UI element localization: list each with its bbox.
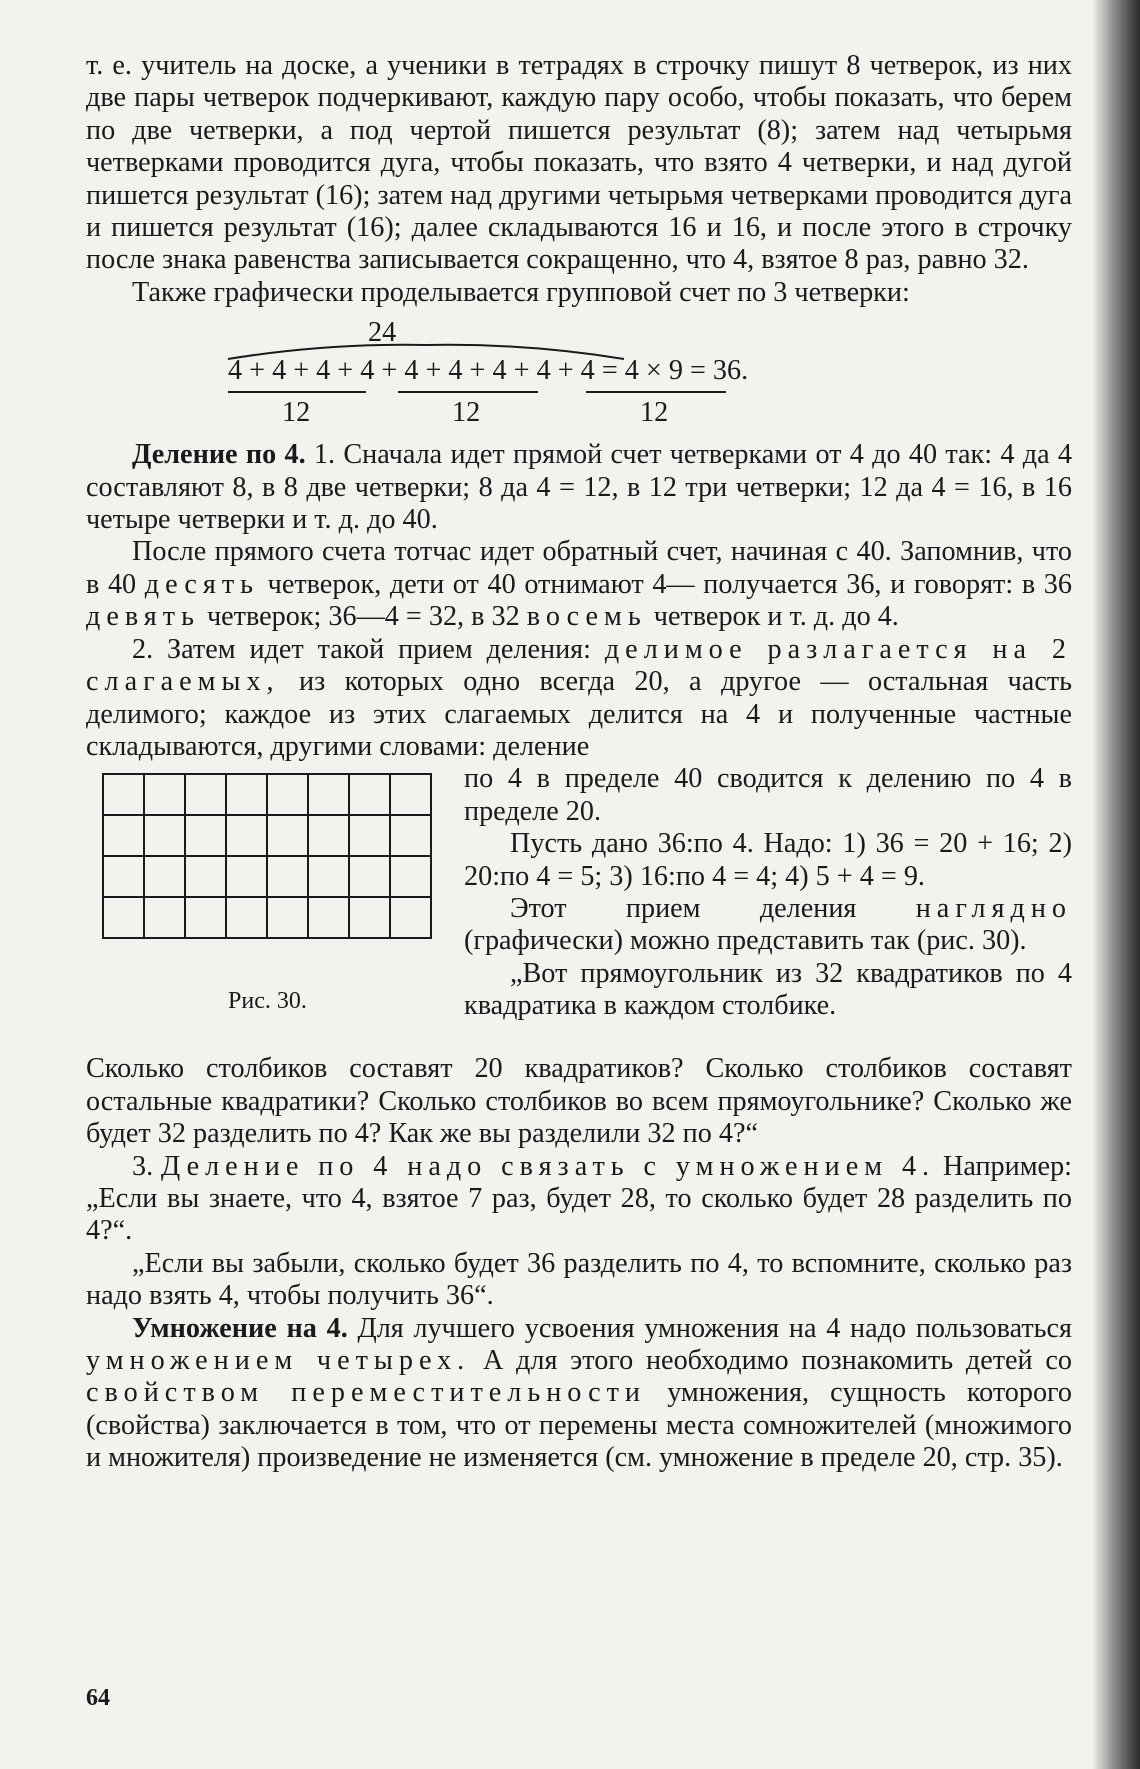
grid-square [144, 815, 185, 856]
formula-sub-1: 12 [282, 397, 311, 429]
figure-side-text [464, 763, 1072, 1022]
figure-grid [102, 773, 432, 939]
grid-square [267, 897, 308, 938]
page-number: 64 [86, 1685, 110, 1711]
side-paragraph-4: „Вот прямоугольник из 32 квадратиков по 4 квадратика в каждом столбике. [464, 957, 1072, 1022]
grid-square [226, 815, 267, 856]
paragraph-division-reverse: После прямого счета тотчас идет обратный счет, начиная с 40. Запомнив, что в 40 десять четверок, дети от 40 отнимают 4— получается 36, и говорят: в 36 девять четверок; 36—4 = 32, в 32 восемь четверок и т. д. до 4. [86, 536, 1072, 633]
grid-square [390, 774, 431, 815]
paragraph-division-2: 2. Затем идет такой прием деления: делимое разлагается на 2 слагаемых, из которых одно всегда 20, а другое — остальная часть делимого; каждое из этих слагаемых делится на 4 и полученные частные складываются, другими словами: деление [86, 633, 1072, 762]
grid-square [267, 815, 308, 856]
paragraph-division-3: 3. Деление по 4 надо связать с умножением 4. Например: „Если вы знаете, что 4, взятое 7 раз, будет 28, то сколько будет 28 разделить по 4?“. [86, 1150, 1072, 1247]
page-edge-shadow [1092, 0, 1140, 1769]
formula-main: 4 + 4 + 4 + 4 + 4 + 4 + 4 + 4 + 4 = 4 × 9 = 36. [228, 355, 749, 387]
grid-square [267, 774, 308, 815]
grid-square [390, 856, 431, 897]
formula-underline-2 [398, 391, 538, 393]
grid-square [185, 897, 226, 938]
side-paragraph-2: Пусть дано 36:по 4. Надо: 1) 36 = 20 + 16; 2) 20:по 4 = 5; 3) 16:по 4 = 4; 4) 5 + 4 = 9. [464, 828, 1072, 892]
paragraph-multiplication: Умножение на 4. Для лучшего усвоения умножения на 4 надо пользоваться умножением четырех. А для этого необходимо познакомить детей со свойством переместительности умножения, сущность которого (свойства) заключается в том, что от перемены места сомножителей (множимого и множителя) произведение не изменяется (см. умножение в пределе 20, стр. 35). [86, 1312, 1073, 1474]
grid-square [308, 815, 349, 856]
side-paragraph-3: Этот прием деления наглядно (графически) можно представить так (рис. 30). [464, 892, 1072, 957]
heading-division: Деление по 4. [132, 439, 306, 471]
grid-square [226, 774, 267, 815]
formula-sub-2: 12 [452, 397, 481, 429]
grid-square [308, 774, 349, 815]
side-paragraph-1: по 4 в пределе 40 сводится к делению по 4 в пределе 20. [464, 763, 1072, 827]
paragraph-forgot: „Если вы забыли, сколько будет 36 разделить по 4, то вспомните, сколько раз надо взять 4, чтобы получить 36“. [86, 1247, 1072, 1312]
grouping-formula [86, 313, 1072, 433]
paragraph-1: т. е. учитель на доске, а ученики в тетрадях в строчку пишут 8 четверок, из них две пары четверок подчеркивают, каждую пару особо, чтобы показать, что берем по две четверки, а под чертой пишется результат (8); затем над четырьмя четверками проводится дуга, чтобы показать, что взято 4 четверки, и над дугой пишется результат (16); затем над другими четырьмя четверками проводится дуга и пишется результат (16); далее складываются 16 и 16, и после этого в строчку после знака равенства записывается сокращенно, что 4, взятое 8 раз, равно 32. [86, 50, 1072, 276]
grid-square [103, 815, 144, 856]
grid-square [308, 856, 349, 897]
paragraph-questions: Сколько столбиков составят 20 квадратиков? Сколько столбиков составят остальные квадратики? Сколько столбиков во всем прямоугольнике? Сколько же будет 32 разделить по 4? Как же вы разделили 32 по 4?“ [86, 1053, 1072, 1150]
grid-square [349, 774, 390, 815]
heading-multiplication: Умножение на 4. [132, 1312, 348, 1344]
formula-top-sum: 24 [368, 317, 397, 349]
figure-block [86, 763, 1072, 1053]
formula-underline-1 [228, 391, 366, 393]
figure-caption: Рис. 30. [228, 988, 307, 1015]
grid-square [103, 856, 144, 897]
grid-square [144, 897, 185, 938]
grid-square [226, 856, 267, 897]
paragraph-2: Также графически проделывается групповой счет по 3 четверки: [132, 276, 910, 308]
grid-square [185, 774, 226, 815]
grid-square [185, 856, 226, 897]
grid-square [103, 897, 144, 938]
grid-square [349, 897, 390, 938]
grid-square [185, 815, 226, 856]
grid-square [267, 856, 308, 897]
formula-sub-3: 12 [640, 397, 669, 429]
formula-underline-3 [586, 391, 726, 393]
grid-square [226, 897, 267, 938]
grid-square [390, 897, 431, 938]
grid-square [103, 774, 144, 815]
grid-square [390, 815, 431, 856]
grid-square [144, 856, 185, 897]
paragraph-division-1: Деление по 4. 1. Сначала идет прямой счет четверками от 4 до 40 так: 4 да 4 составляют 8, в 8 две четверки; 8 да 4 = 12, в 12 три четверки; 12 да 4 = 16, в 16 четыре четверки и т. д. до 40. [86, 439, 1072, 536]
grid-square [144, 774, 185, 815]
grid-square [349, 856, 390, 897]
page-body [86, 50, 1072, 1475]
grid-square [349, 815, 390, 856]
grid-square [308, 897, 349, 938]
